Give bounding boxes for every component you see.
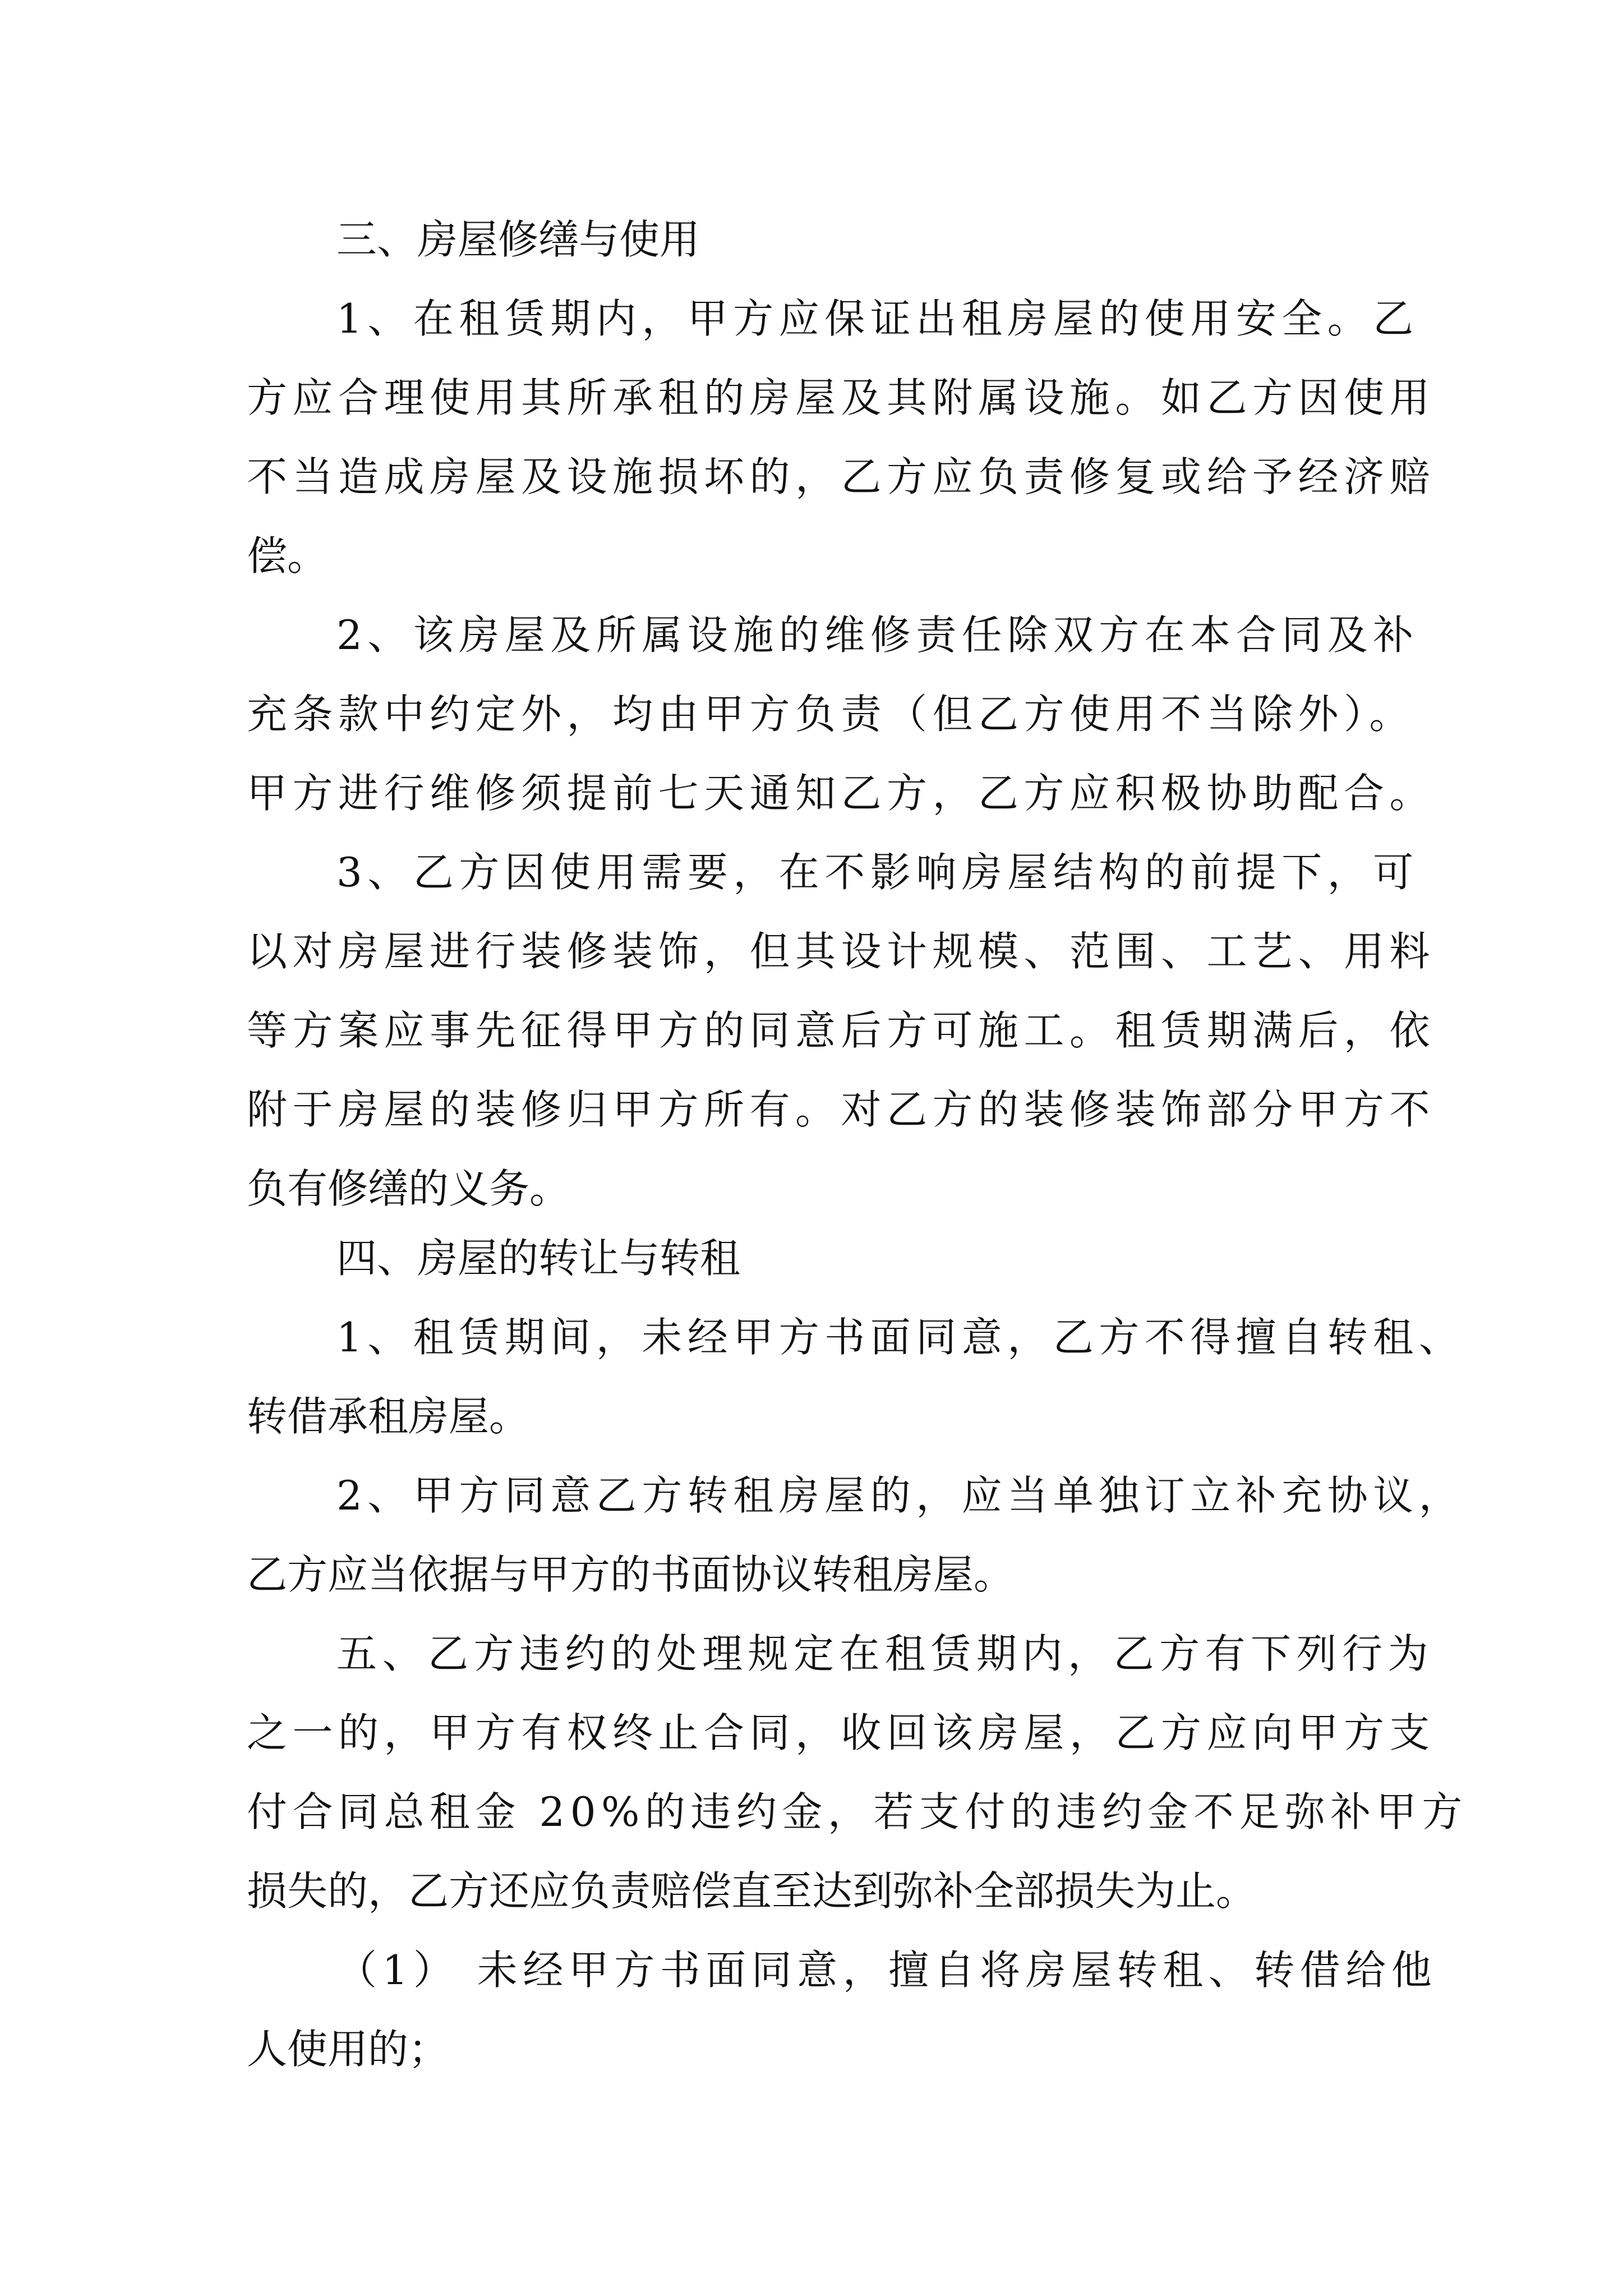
list-item-line: （1） 未经甲方书面同意，擅自将房屋转租、转借给他	[336, 1947, 1437, 1994]
paragraph-line: 转借承租房屋。	[247, 1393, 530, 1440]
paragraph-line: 2、该房屋及所属设施的维修责任除双方在本合同及补	[336, 611, 1419, 659]
paragraph-line: 不当造成房屋及设施损坏的，乙方应负责修复或给予经济赔	[247, 453, 1436, 500]
paragraph-line: 负有修缮的义务。	[247, 1165, 570, 1212]
list-item-line: 人使用的；	[247, 2026, 449, 2073]
paragraph-line: 付合同总租金 20%的违约金，若支付的违约金不足弥补甲方	[247, 1788, 1468, 1835]
section-heading-4: 四、房屋的转让与转租	[336, 1235, 741, 1282]
paragraph-line: 充条款中约定外，均由甲方负责（但乙方使用不当除外）。	[247, 691, 1415, 738]
paragraph-line: 3、乙方因使用需要，在不影响房屋结构的前提下，可	[336, 849, 1419, 896]
paragraph-line: 等方案应事先征得甲方的同意后方可施工。租赁期满后，依	[247, 1007, 1436, 1054]
paragraph-line: 1、租赁期间，未经甲方书面同意，乙方不得擅自转租、	[336, 1314, 1465, 1361]
paragraph-line: 损失的，乙方还应负责赔偿直至达到弥补全部损失为止。	[247, 1867, 1257, 1915]
section-heading-5: 五、乙方违约的处理规定在租赁期内，乙方有下列行为	[336, 1630, 1434, 1677]
paragraph-line: 附于房屋的装修归甲方所有。对乙方的装修装饰部分甲方不	[247, 1086, 1436, 1133]
paragraph-line: 方应合理使用其所承租的房屋及其附属设施。如乙方因使用	[247, 374, 1436, 421]
paragraph-line: 2、甲方同意乙方转租房屋的，应当单独订立补充协议，	[336, 1472, 1465, 1519]
paragraph-line: 偿。	[247, 532, 328, 579]
paragraph-line: 乙方应当依据与甲方的书面协议转租房屋。	[247, 1551, 1015, 1598]
paragraph-line: 之一的，甲方有权终止合同，收回该房屋，乙方应向甲方支	[247, 1709, 1436, 1756]
paragraph-line: 甲方进行维修须提前七天通知乙方，乙方应积极协助配合。	[247, 770, 1436, 817]
paragraph-line: 以对房屋进行装修装饰，但其设计规模、范围、工艺、用料	[247, 928, 1436, 975]
section-heading-3: 三、房屋修缮与使用	[336, 216, 700, 263]
paragraph-line: 1、在租赁期内，甲方应保证出租房屋的使用安全。乙	[336, 295, 1419, 342]
